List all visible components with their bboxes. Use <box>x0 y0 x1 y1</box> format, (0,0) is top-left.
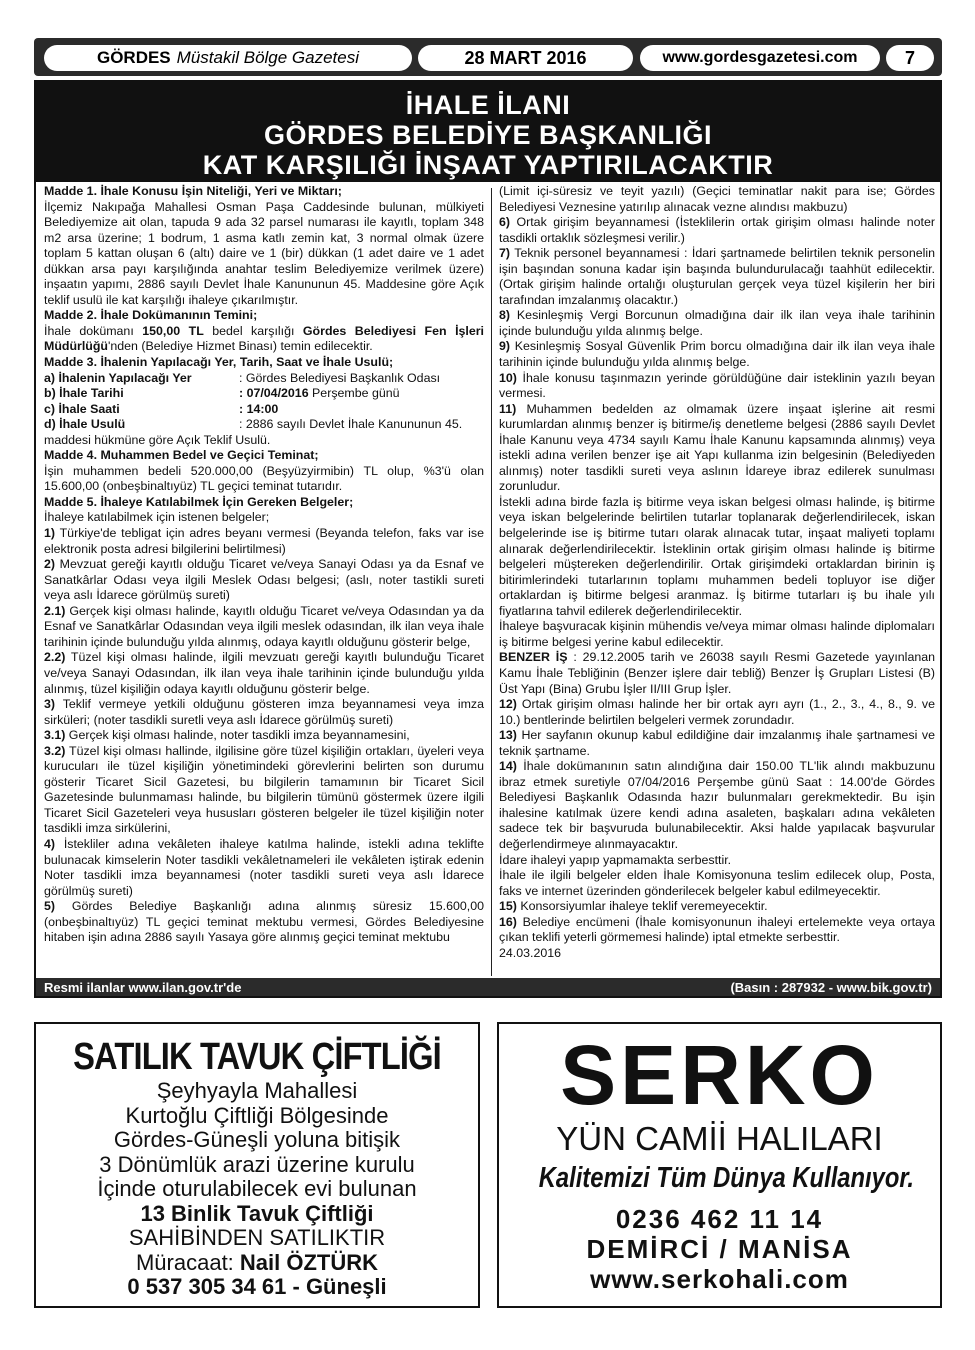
list-item: 8) Kesinleşmiş Vergi Borcunun olmadığına dair ilk ilan veya ihale tarihinin içinde bulunduğu yılda alınmış belge. <box>499 308 935 338</box>
tender-detail-row: a) İhalenin Yapılacağı Yer : Gördes Belediyesi Başkanlık Odası <box>44 370 441 385</box>
list-item: 3) Teklif vermeye yetkili olduğunu gösteren imza beyannamesi veya imza sirküleri; (noter tasdikli suretli veya aslı İdarece görülmüş sureti) <box>44 697 484 727</box>
notice-left-column <box>44 184 484 946</box>
ad-line: Gördes-Güneşli yoluna bitişik <box>113 1127 401 1152</box>
ad-headline: SATILIK TAVUK ÇİFTLİĞİ <box>73 1036 441 1078</box>
list-item: 2.1) Gerçek kişi olması halinde, kayıtlı olduğu Ticaret ve/veya Odasından ya da Esnaf ve Sanatkârlar Odasından veya ilgili meslek odasından, ilk ilan veya ihale tarihinin içinde bulunduğu yılda alınmış, odaya kayıtlı olduğunu gösterir belge, <box>44 603 484 649</box>
list-item: 9) Kesinleşmiş Sosyal Güvenlik Prim borcu olmadığına dair ilk ilan veya ihale tarihinin içinde bulunduğu yılda alınmış belge. <box>499 339 935 370</box>
paper-name: GÖRDES <box>96 48 171 67</box>
issue-date: 28 MART 2016 <box>418 45 633 71</box>
ad-subtitle: YÜN CAMİİ HALILARI <box>556 1120 883 1157</box>
ad-phone: 0 537 305 34 61 - Güneşli <box>127 1274 387 1299</box>
notice-title <box>36 82 940 182</box>
ad-line: 3 Dönümlük arazi üzerine kurulu <box>99 1151 415 1177</box>
article-text: maddesi hükmüne göre Açık Teklif Usulü. <box>44 432 271 447</box>
list-item: 1) Türkiye'de tebligat için adres beyanı vermesi (Beyanda telefon, faks var ise elektronik posta adresi bilgilerini belirtilmesi) <box>44 526 484 556</box>
tender-notice <box>34 80 942 998</box>
list-item: 16) Belediye encümeni (İhale komisyonunun ihaleyi ertelemekte veya ortaya çıkan teklifi yeterli görmemesi halinde) iptal etmekte serbesttir. <box>499 914 935 945</box>
list-item: 13) Her sayfanın okunup kabul edildiğine dair imzalanmış ihale şartnamesi ve teknik şartname. <box>499 728 935 758</box>
list-item: 6) Ortak girişim beyannamesi (İsteklilerin ortak girişim olması halinde noter tasdikli ortaklık sözleşmesi verilir.) <box>499 215 935 245</box>
list-item: 3.2) Tüzel kişi olması hallinde, ilgilisine göre tüzel kişiliğin ortakları, üyeleri veya kurucuları ile tüzel kişiliğin yönetimindeki görevlerini belirten son durumu gösterir Ticaret Sicil Gazetesi, bu bilgilerin tamamının bir Ticaret Sicil Gazetesinde bulunmaması halinde, bu bilgilerin tümünü göstermek üzere ilgili Ticaret Sicil Gazeteleri veya hususları gösteren belgeler ile tüzel kişiliğin noter tasdikli imza sirkülerini, <box>44 743 484 836</box>
article-heading: Madde 5. İhaleye Katılabilmek İçin Gereken Belgeler; <box>44 494 354 509</box>
article-text: İhale dokümanı 150,00 TL bedel karşılığı Gördes Belediyesi Fen İşleri Müdürlüğü'nden (Belediye Hizmet Binası) temin edilecektir. <box>44 323 485 354</box>
article-text: İlçemiz Nakıpağa Mahallesi Osman Paşa Caddesinde bulunan, mülkiyeti Belediyemize ait olan, tapuda 9 ada 32 parsel numarası ile kayıtlı, toplam 348 m2 arsa üzerine; 1 bodrum, 1 asma katlı zemin kat, 3 normal olmak üzere toplam 5 kattan oluşan 6 (altı) daire ve 1 (bir) dükkan (1 adet daire ve 1 adet dükkan arsa payı karşılığında anahtar teslim Belediyemize verilmek üzere) inşaatın yapımı, 2886 sayılı Devlet İhale Kanununun 45. Maddesine göre Açık teklif usulü ile kat karşılığı ihaleye çıkarılmıştır. <box>44 199 484 307</box>
paper-tagline: Müstakil Bölge Gazetesi <box>176 48 360 67</box>
list-item: 2) Mevzuat gereği kayıtlı olduğu Ticaret ve/veya Sanayi Odası ya da Esnaf ve Sanatkârlar Odası veya ilgili Meslek Odası belgesi; (aslı, noter tastikli sureti veya aslı İdarece görülmüş sureti) <box>44 557 484 603</box>
ad-line: Şeyhyayla Mahallesi <box>156 1078 358 1103</box>
list-item: 7) Teknik personel beyannamesi : İdari şartnamede belirtilen teknik personelin işin başından sonuna kadar işin başında bulundurulacağı taahhüt edilecektir. (Ortak girişim halinde ortalığı oluşturulan gerçek veya tüzel kişilerin her biri tarafından imzalanmış olacaktır.) <box>499 246 935 307</box>
article-text: İhaleye katılabilmek için istenen belgeler; <box>44 510 270 525</box>
list-item: 12) Ortak girişim olması halinde her bir ortak ayrı ayrı (1., 2., 3., 4., 8., 9. ve 10.) bentlerinde belirtilen belgeleri vermek zorundadır. <box>499 697 935 727</box>
ad-website-link[interactable]: www.serkohali.com <box>590 1264 849 1294</box>
tender-detail-row: c) İhale Saati : 14:00 <box>44 401 279 416</box>
article-heading: Madde 1. İhale Konusu İşin Niteliği, Yeri ve Miktarı; <box>44 184 342 198</box>
paper-website-link[interactable]: www.gordesgazetesi.com <box>640 45 880 71</box>
tender-detail-row: b) İhale Tarihi : 07/04/2016 Perşembe günü <box>44 386 400 401</box>
ad-line: 13 Binlik Tavuk Çiftliği <box>140 1200 374 1226</box>
article-text: İdare ihaleyi yapıp yapmamakta serbesttir. <box>499 852 732 867</box>
ad-city: DEMİRCİ / MANİSA <box>586 1234 853 1264</box>
ad-line: İçinde oturulabilecek evi bulunan <box>97 1176 417 1201</box>
ad-line: SAHİBİNDEN SATILIKTIR <box>128 1225 386 1250</box>
article-text: İhale ile ilgili belgeler elden İhale Komisyonuna teslim edilecek olup, Posta, faks ve internet üzerinden gönderilecek belgeler kabul edilmeyecektir. <box>499 868 935 898</box>
article-heading: Madde 4. Muhammen Bedel ve Geçici Teminat; <box>44 448 319 463</box>
list-item: 15) Konsorsiyumlar ihaleye teklif veremeyecektir. <box>499 899 768 914</box>
ad-slogan: Kalitemizi Tüm Dünya Kullanıyor. <box>538 1162 914 1194</box>
notice-body <box>44 184 934 980</box>
paper-name-pill <box>44 45 412 71</box>
chicken-farm-ad <box>34 1022 480 1308</box>
article-text: İşin muhammen bedeli 520.000,00 (Beşyüzyirmibin) TL olup, %3'ü olan 15.600,00 (onbeşbinaltıyüz) TL geçici teminat tutarıdır. <box>44 463 484 494</box>
notice-footer <box>36 978 940 996</box>
tender-detail-row: d) İhale Usulü : 2886 sayılı Devlet İhale Kanununun 45. <box>44 417 463 432</box>
list-item: 10) İhale konusu taşınmazın yerinde görüldüğüne dair isteklinin yazılı beyan vermesi. <box>499 370 935 401</box>
ad-phone: 0236 462 11 14 <box>615 1204 824 1234</box>
list-item: 4) İstekliler adına vekâleten ihaleye katılma halinde, istekli adına teklifte bulunacak kimselerin Noter tasdikli vekâletnameleri ile vekâleten iştirak edenin Noter tasdikli imza beyannamesi (noter tasdikli sureti veya aslı İdarece görülmüş sureti) <box>44 836 484 898</box>
ad-line: Kurtoğlu Çiftliği Bölgesinde <box>125 1102 389 1128</box>
notice-right-column <box>499 184 935 961</box>
article-text: İstekli adına birde fazla iş bitirme veya iskan belgesi olması halinde, iş bitirme veya iskan belgelerinde belirtilen tutarlar toplanarak değerlendirilecek, iskan belgelerinde ise iş bitirme tutarı olarak alınacak tutar, inşaat maliyeti toplamı alınarak değerlendirilecektir. İsteklinin ortak girişim olması halinde iş bitirme belgeleri müştereken değerlendirilir. Ortak girişimdeki ortaklardan birinin iş bitirimlerindeki tutarlarının toplamı muhammen bedeli topluyor ise diğer ortaklardan iş bitirme belgesi aranmaz. İş bitirme tutarları iş bu ihale yılı fiyatlarına tahvil edilerek değerlendirilecektir. <box>499 494 935 618</box>
notice-title-line: İHALE İLANI <box>405 90 571 120</box>
list-item: 11) Muhammen bedelden az olmamak üzere inşaat işlerine ait resmi kurumlardan alınmış benzer iş bitirme/iş denetleme belgesi (2886 sayılı Devlet İhale Kanunu veya 4734 sayılı Kamu İhale Kanunu kapsamında alınmış) veya istekli adına verilen benzer işe ait Yapı kullanma izin belgesinin (Belediyeden alınmış) noter tasdikli sureti veya aslının İdareye ibraz edilerek sunulması zorunludur. <box>499 401 935 494</box>
notice-date: 24.03.2016 <box>499 945 562 960</box>
list-item: 2.2) Tüzel kişi olması halinde, ilgili mevzuatı gereği kayıtlı bulunduğu Ticaret ve/veya Sanayi Odasından, ilk ilan veya ihale tarihinin içinde bulunduğu yılda alınmış, tüzel kişiliğin odaya kayıtlı olduğunu gösterir belge. <box>44 650 484 696</box>
article-text: (Limit içi-süresiz ve teyit yazılı) (Geçici teminatlar nakit para ise; Gördes Belediyesi Veznesine yatırılıp alınacak vezne alındısı makbuzu) <box>499 184 935 214</box>
list-item: 14) İhale dokümanının satın alındığına dair 150.00 TL'lik alındı makbuzunu ibraz etmek suretiyle 07/04/2016 Perşembe günü Saat : 14.00'de Gördes Belediyesi Başkanlık Odasında hazır bulunmaları gerekmektedir. Bu işin ihalesine katılmak üzere kendi adına asaleten, başkaları adına vekâleten sadece tek bir başvuruda bulunabilecektir. Aksi halde yapılacak başvurular değerlendirmeye alınmayacaktır. <box>499 759 935 851</box>
official-notices-link[interactable]: Resmi ilanlar www.ilan.gov.tr'de <box>44 979 242 995</box>
article-heading: Madde 2. İhale Dokümanının Temini; <box>44 308 258 323</box>
list-item: 5) Gördes Belediye Başkanlığı adına alınmış süresiz 15.600,00 (onbeşbinaltıyüz) TL geçici teminat mektubu vermesi, Gördes Belediyesine hitaben işin adına 2886 sayılı Yasaya göre alınmış geçici teminat mektubu <box>44 899 484 945</box>
list-item: 3.1) Gerçek kişi olması halinde, noter tasdikli imza beyannamesini, <box>44 728 410 743</box>
press-id: (Basın : 287932 - www.bik.gov.tr) <box>730 979 932 995</box>
serko-logo: SERKO <box>560 1028 879 1122</box>
list-item: BENZER İŞ : 29.12.2005 tarih ve 26038 sayılı Resmi Gazetede yayınlanan Kamu İhale Tebliğinin (Benzer işlere dair tebliğ) Benzer İş Grupları Listesi (B) Üst Yapı (Bina) Grubu İşler II/III Grup İşler. <box>499 650 936 696</box>
page-number: 7 <box>886 45 934 71</box>
ad-contact: Müracaat: Nail ÖZTÜRK <box>135 1249 379 1275</box>
article-heading: Madde 3. İhalenin Yapılacağı Yer, Tarih, Saat ve İhale Usulü; <box>44 355 394 370</box>
serko-ad <box>497 1022 942 1308</box>
column-divider <box>491 188 492 976</box>
notice-title-line: KAT KARŞILIĞI İNŞAAT YAPTIRILACAKTIR <box>202 150 774 180</box>
notice-title-line: GÖRDES BELEDİYE BAŞKANLIĞI <box>263 120 713 150</box>
article-text: İhaleye başvuracak kişinin mühendis ve/veya mimar olması halinde diplomaları iş bitirme belgesi yerine kabul edilecektir. <box>499 619 935 649</box>
